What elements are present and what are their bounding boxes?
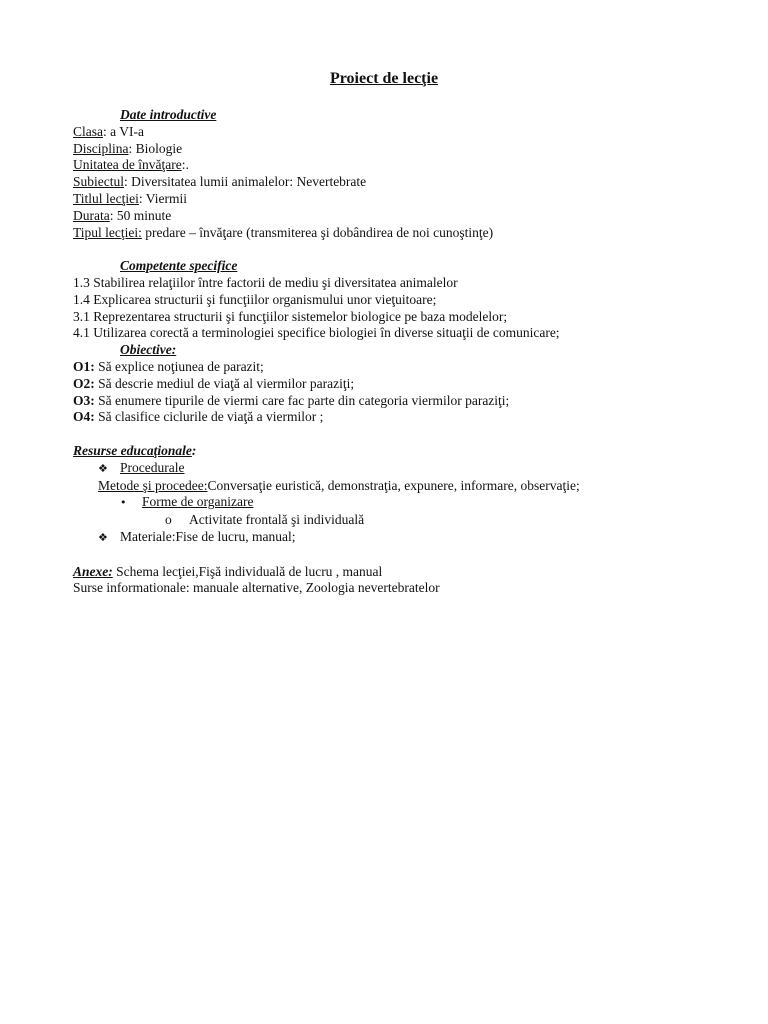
diamond-bullet-icon: ❖	[98, 461, 108, 475]
list-item-activitate: o Activitate frontală şi individuală	[165, 512, 365, 528]
competenta-item: 3.1 Reprezentarea structurii şi funcţiilor sistemelor biologice pe baza modelelor;	[73, 308, 508, 324]
obiectiv-item: O3: Să enumere tipurile de viermi care fac parte din categoria viermilor paraziţi;	[73, 392, 510, 408]
obiective-heading: Obiective:	[120, 342, 177, 358]
diamond-bullet-icon: ❖	[98, 530, 108, 544]
circle-bullet-icon: o	[165, 512, 172, 528]
competente-heading: Competente specifice	[120, 258, 238, 274]
document-title: Proiect de lecţie	[329, 70, 439, 87]
obiectiv-item: O2: Să descrie mediul de viaţă al viermilor paraziţi;	[73, 375, 355, 391]
metode-line: Metode şi procedee:Conversaţie euristică, demonstraţia, expunere, informare, observaţie;	[98, 477, 580, 493]
list-item-materiale: ❖ Materiale:Fise de lucru, manual;	[73, 529, 753, 547]
anexe-line: Anexe: Schema lecţiei,Fişă individuală de lucru , manual	[73, 563, 383, 579]
intro-row: Tipul lecţiei: predare – învăţare (transmiterea şi dobândirea de noi cunoştinţe)	[73, 224, 494, 240]
obiectiv-item: O1: Să explice noţiunea de parazit;	[73, 358, 264, 374]
intro-row: Durata: 50 minute	[73, 207, 172, 223]
competenta-item: 1.3 Stabilirea relaţiilor între factorii de mediu şi diversitatea animalelor	[73, 274, 458, 290]
resurse-heading: Resurse educaţionale:	[73, 442, 197, 458]
competenta-item: 1.4 Explicarea structurii şi funcţiilor organismului unor vieţuitoare;	[73, 291, 437, 307]
competenta-item: 4.1 Utilizarea corectă a terminologiei specifice biologiei în diverse situaţii de comunicare;	[73, 325, 560, 341]
list-item-forme: • Forme de organizare	[73, 494, 753, 512]
intro-row: Subiectul: Diversitatea lumii animalelor: Nevertebrate	[73, 174, 367, 190]
document-body	[73, 107, 753, 597]
obiectiv-item: O4: Să clasifice ciclurile de viaţă a viermilor ;	[73, 409, 324, 425]
intro-row: Titlul lecţiei: Viermii	[73, 190, 187, 206]
intro-row: Unitatea de învăţare:.	[73, 157, 189, 173]
intro-row: Clasa: a VI-a	[73, 123, 144, 139]
surse-line: Surse informationale: manuale alternative, Zoologia nevertebratelor	[73, 580, 440, 596]
intro-heading: Date introductive	[120, 107, 217, 122]
dot-bullet-icon: •	[120, 496, 127, 510]
list-item-procedurale: ❖ Procedurale	[73, 460, 753, 478]
intro-row: Disciplina: Biologie	[73, 140, 183, 156]
